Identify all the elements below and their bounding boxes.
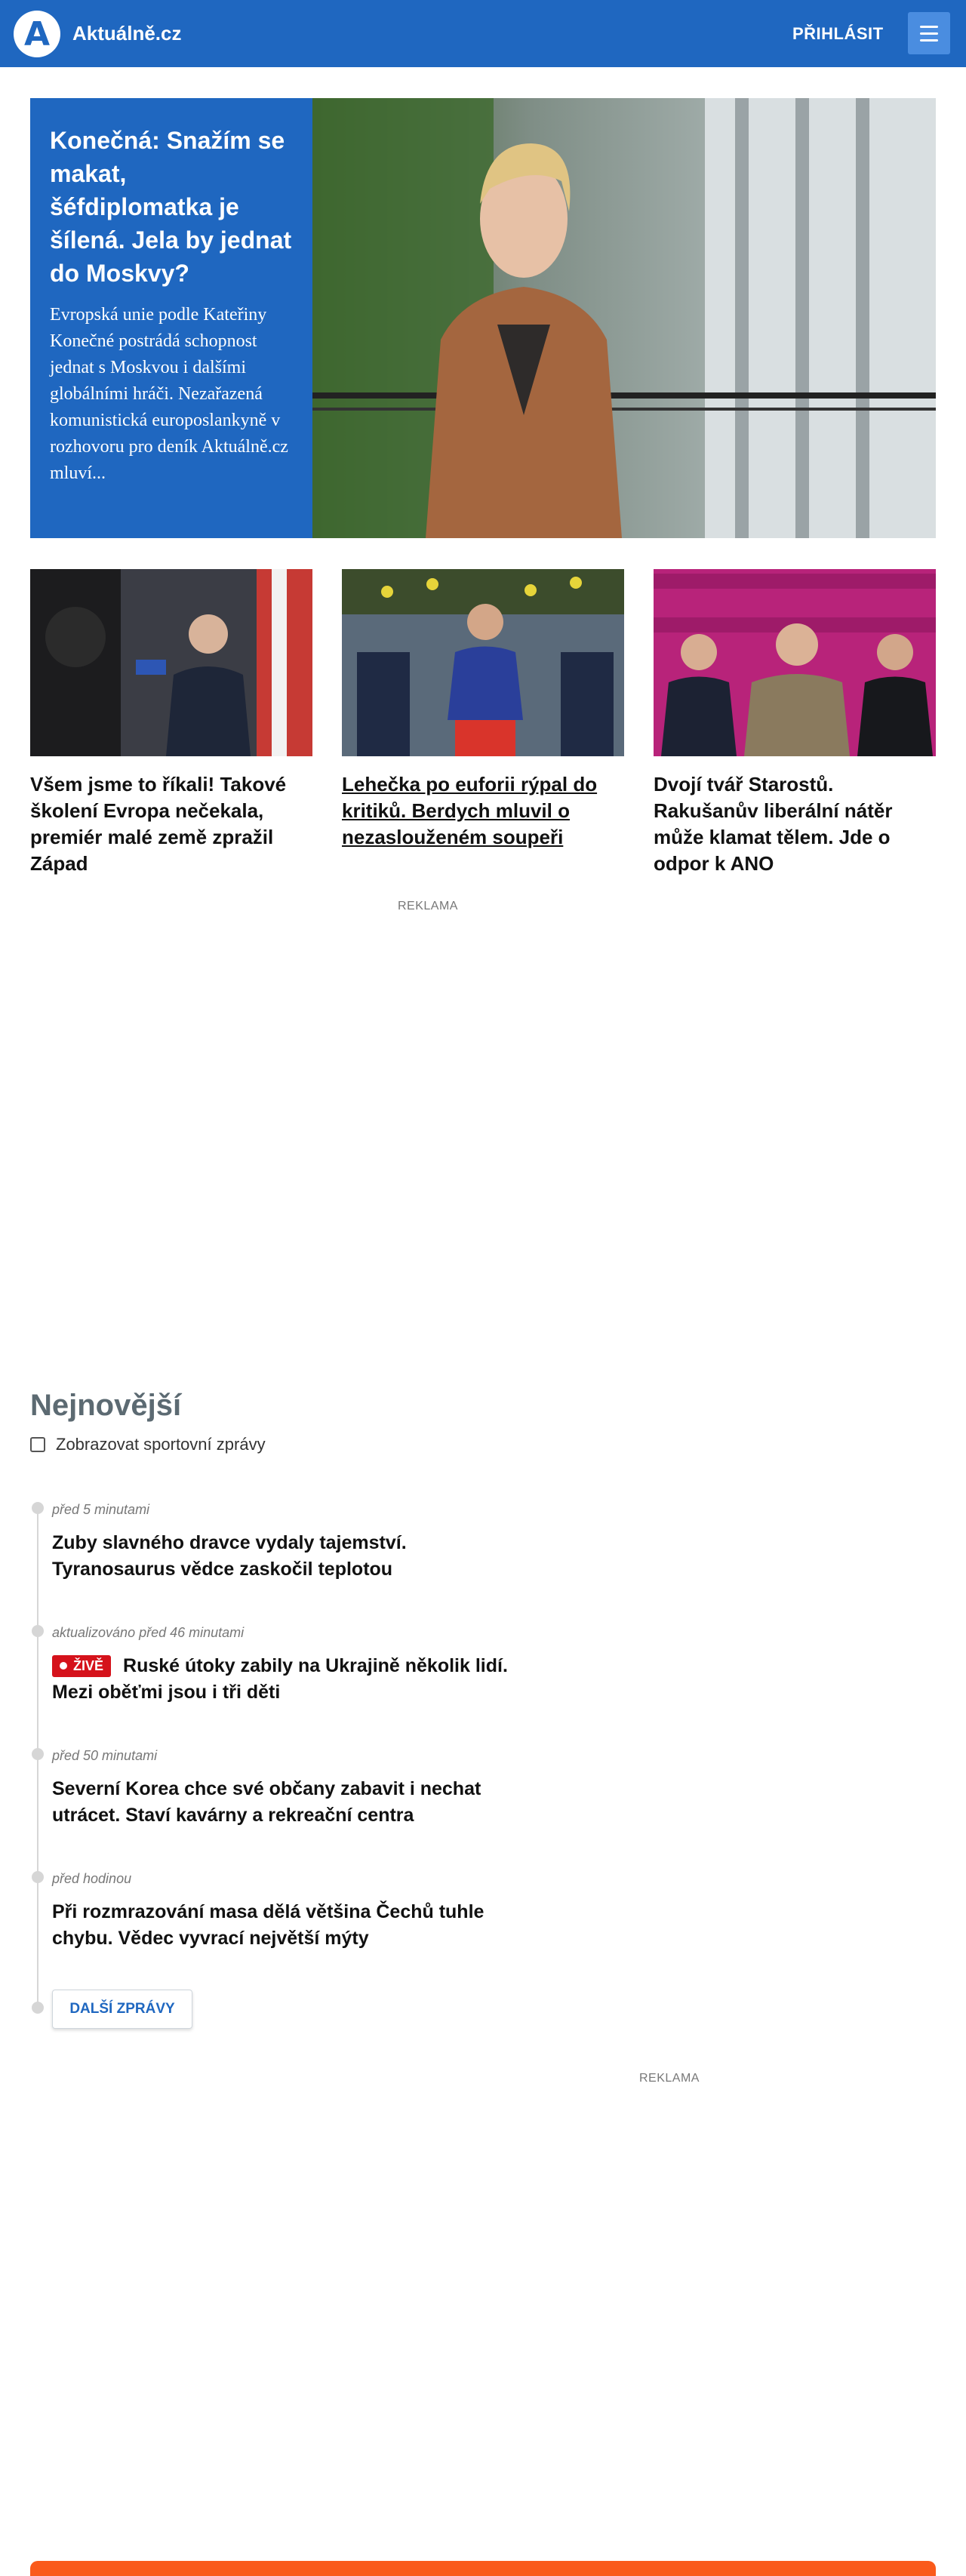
news-title[interactable]: Při rozmrazování masa dělá většina Čechů tuhle chybu. Vědec vyvrací největší mýty [52,1901,485,1949]
card-title[interactable]: Lehečka po euforii rýpal do kritiků. Berdych mluvil o nezaslouženém soupeři [342,773,598,848]
more-news-button[interactable]: DALŠÍ ZPRÁVY [52,1990,192,2029]
brand-name[interactable]: Aktuálně.cz [72,22,182,45]
sport-toggle-label[interactable]: Zobrazovat sportovní zprávy [56,1435,266,1454]
article-card[interactable] [30,569,312,877]
sport-toggle[interactable] [30,1435,266,1454]
site-header [0,0,966,67]
sport-checkbox[interactable] [30,1437,45,1452]
news-item[interactable] [52,1625,520,1706]
card-photo[interactable] [654,569,936,756]
live-dot-icon [60,1662,67,1670]
card-title[interactable]: Všem jsme to říkali! Takové školení Evropa nečekala, premiér malé země zpražil Západ [30,773,287,875]
live-badge-label: ŽIVĚ [73,1658,104,1673]
timeline-dot [32,1625,44,1637]
hero-photo[interactable] [312,98,936,538]
article-card[interactable] [654,569,936,877]
news-item[interactable] [52,1748,520,1829]
card-title[interactable]: Dvojí tvář Starostů. Rakušanův liberální nátěr může klamat tělem. Jde o odpor k ANO [654,773,893,875]
hero-article[interactable] [30,98,936,538]
news-title[interactable]: Ruské útoky zabily na Ukrajině několik lidí. Mezi oběťmi jsou i tři děti [52,1655,508,1703]
news-time: před hodinou [52,1871,132,1886]
news-item[interactable] [52,1871,520,1952]
logo-letter: A [23,15,51,54]
bottom-banner[interactable] [30,2561,936,2576]
live-badge [52,1655,111,1677]
site-logo[interactable] [14,11,60,57]
card-photo[interactable] [342,569,624,756]
news-title-wrap[interactable] [52,1653,520,1706]
news-title[interactable]: Zuby slavného dravce vydaly tajemství. Tyranosaurus vědce zaskočil teplotou [52,1532,407,1580]
login-link[interactable]: PŘIHLÁSIT [792,24,884,43]
timeline-dot [32,1502,44,1514]
timeline-dot [32,1748,44,1760]
timeline-dot [32,2002,44,2014]
timeline-dot [32,1871,44,1883]
news-time: před 50 minutami [52,1748,158,1763]
card-photo[interactable] [30,569,312,756]
news-time: před 5 minutami [52,1502,150,1517]
hamburger-icon[interactable] [908,12,950,54]
article-card[interactable] [342,569,624,851]
hero-title[interactable]: Konečná: Snažím se makat, šéfdiplomatka je šílená. Jela by jednat do Moskvy? [50,127,292,287]
news-time: aktualizováno před 46 minutami [52,1625,245,1640]
section-title: Nejnovější [30,1389,182,1422]
hero-text-panel [30,98,312,538]
hero-perex: Evropská unie podle Kateřiny Konečné postrádá schopnost jednat s Moskvou i dalšími globálními hráči. Nezařazená komunistická europoslankyně v rozhovoru pro deník Aktuálně.cz mluví... [50,305,288,483]
ad-label: REKLAMA [398,900,458,913]
news-item[interactable] [52,1502,520,1583]
news-title[interactable]: Severní Korea chce své občany zabavit i nechat utrácet. Staví kavárny a rekreační centra [52,1778,481,1826]
ad-label: REKLAMA [639,2072,700,2085]
